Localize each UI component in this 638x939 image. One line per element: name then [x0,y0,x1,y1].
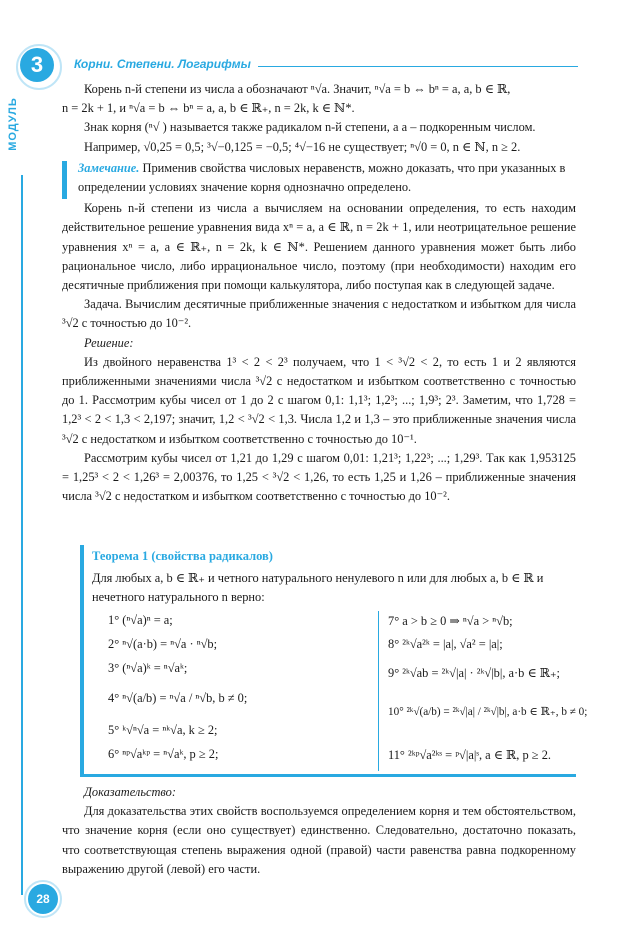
solution-label: Решение: [84,335,134,350]
definition-line-1: Корень n-й степени из числа a обозначают ⁿ√a. Значит, ⁿ√a = b ⇔ bⁿ = a, a, b ∈ ℝ, [84,82,511,96]
remark-bar [62,161,67,199]
property-2: 2° ⁿ√(a·b) = ⁿ√a · ⁿ√b; [108,637,218,651]
property-1: 1° (ⁿ√a)ⁿ = a; [108,613,173,627]
side-line [21,175,23,895]
property-4: 4° ⁿ√(a/b) = ⁿ√a / ⁿ√b, b ≠ 0; [108,691,248,705]
chapter-rule [258,66,578,67]
page-header [0,0,638,90]
theorem-title: Теорема 1 (свойства радикалов) [92,549,273,563]
computation-paragraph: Корень n-й степени из числа a вычисляем на основании определения, то есть находим действительное решение уравнения вида xⁿ = a, a ∈ ℝ, n = 2k + 1, или неотрицательное решение уравнения xⁿ = a, a ∈ ℝ₊, n = 2k, k ∈ ℕ*. Решением данного уравнения может быть либо рациональное число, либо иррациональное число, поэтому (при необходимости) находим его десятичные приближения при помощи калькулятора, либо поступая как в следующей задаче. [62,201,576,293]
remark-text: Применив свойства числовых неравенств, можно доказать, что при указанных в определении условиях значение корня однозначно определено. [78,160,566,195]
remark-label: Замечание. [78,160,140,175]
property-11: 11° ²ᵏᵖ√a²ᵏˢ = ᵖ√|a|ˢ, a ∈ ℝ, p ≥ 2. [388,748,551,762]
proof-section [62,783,576,879]
theorem-box [62,545,588,777]
property-6: 6° ⁿᵖ√aᵏᵖ = ⁿ√aᵏ, p ≥ 2; [108,747,219,761]
solution-paragraph-1: Из двойного неравенства 1³ < 2 < 2³ получаем, что 1 < ³√2 < 2, то есть 1 и 2 являются приближенными значениями числа ³√2 с недостатком и избытком соответственно с точностью до 1. Рассмотрим кубы чисел от 1 до 2 с шагом 0,1: 1,1³; 1,2³; ...; 1,9³; 2³. Заметим, что 1,728 = 1,2³ < 2 < 1,3 < 2,197; значит, 1,2 < ³√2 < 1,3. Числа 1,2 и 1,3 – это приближенные значения числа ³√2 с недостатком и избытком соответственно с точностью до 10⁻¹. [62,354,576,446]
property-8: 8° ²ᵏ√a²ᵏ = |a|, √a² = |a|; [388,637,503,651]
definition-line-2: n = 2k + 1, и ⁿ√a = b ⇔ bⁿ = a, a, b ∈ ℝ₊, n = 2k, k ∈ ℕ*. [62,101,355,116]
property-10: 10° ²ᵏ√(a/b) = ²ᵏ√|a| / ²ᵏ√|b|, a·b ∈ ℝ₊, b ≠ 0; [388,706,588,718]
solution-paragraph-2: Рассмотрим кубы чисел от 1,21 до 1,29 с шагом 0,01: 1,21³; 1,22³; ...; 1,29³. Так как 1,953125 = 1,25³ < 2 < 1,26³ = 2,00376, то 1,25 < ³√2 < 1,26, то есть 1,25 и 1,26 – приближенные значения числа ³√2 с недостатком и избытком соответственно с точностью до 10⁻². [62,450,576,504]
property-7: 7° a > b ≥ 0 ⇒ ⁿ√a > ⁿ√b; [388,614,513,628]
main-content [62,80,576,506]
theorem-column-divider [378,611,379,771]
theorem-intro: Для любых a, b ∈ ℝ₊ и четного натурального ненулевого n или для любых a, b ∈ ℝ и нечетного натурального n верно: [92,571,544,604]
chapter-title: Корни. Степени. Логарифмы [74,57,251,71]
radical-definition: Знак корня (ⁿ√ ) называется также радикалом n-й степени, а a – подкоренным числом. [84,120,536,135]
property-9: 9° ²ᵏ√ab = ²ᵏ√|a| · ²ᵏ√|b|, a·b ∈ ℝ₊; [388,666,560,680]
task-paragraph: Задача. Вычислим десятичные приближенные значения с недостатком и избытком для числа ³√2 с точностью до 10⁻². [62,297,576,331]
theorem-left-bar [80,545,84,777]
page-number: 28 [28,884,58,914]
examples: Например, √0,25 = 0,5; ³√−0,125 = −0,5; ⁴√−16 не существует; ⁿ√0 = 0, n ∈ ℕ, n ≥ 2. [84,139,521,154]
proof-label: Доказательство: [84,785,176,799]
proof-text: Для доказательства этих свойств воспользуемся определением корня и тем обстоятельством, что значение корня (если оно существует) единственно. Следовательно, достаточно показать, что соответствующая степень выражения одной (правой) части равенства равна подкоренному выражению другой (левой) его части. [62,804,576,876]
property-5: 5° ᵏ√ⁿ√a = ⁿᵏ√a, k ≥ 2; [108,723,218,737]
remark-block [62,159,576,197]
module-side-label: МОДУЛЬ [6,97,19,151]
chapter-number-badge: 3 [20,48,54,82]
theorem-bottom-bar [80,774,576,777]
property-3: 3° (ⁿ√a)ᵏ = ⁿ√aᵏ; [108,661,188,675]
